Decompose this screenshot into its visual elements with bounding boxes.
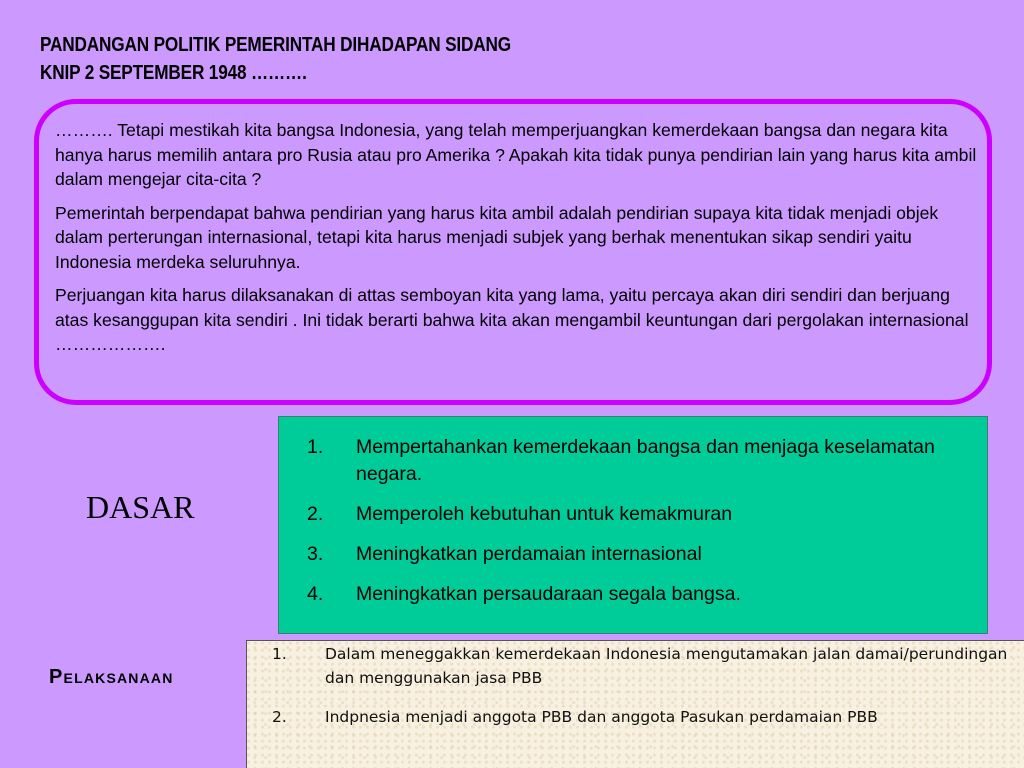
- pelaksanaan-item-text: Dalam meneggakkan kemerdekaan Indonesia mengutamakan jalan damai/perundingan dan menggunakan jasa PBB: [325, 645, 1008, 687]
- quote-paragraph-2: Pemerintah berpendapat bahwa pendirian yang harus kita ambil adalah pendirian supaya kita tidak menjadi objek dalam perterungan internasional, tetapi kita harus menjadi subjek yang berhak menentukan sikap sendiri yaitu Indonesia merdeka seluruhnya.: [55, 202, 939, 272]
- pelaksanaan-item: [272, 642, 1017, 690]
- slide-title-line-2: KNIP 2 SEPTEMBER 1948 ……….: [40, 62, 307, 84]
- dasar-item: [307, 501, 977, 528]
- dasar-item: [307, 541, 977, 568]
- pelaksanaan-item-number: 2.: [272, 708, 287, 726]
- quote-paragraph-3: Perjuangan kita harus dilaksanakan di attas semboyan kita yang lama, yaitu percaya akan diri sendiri dan berjuang atas kesanggupan kita sendiri . Ini tidak berarti bahwa kita akan mengambil keuntungan dari pergolakan internasional ……………….: [55, 285, 969, 354]
- pelaksanaan-list: [272, 642, 1017, 744]
- dasar-label: DASAR: [86, 489, 195, 525]
- dasar-item: [307, 581, 977, 608]
- slide-title: [40, 31, 590, 87]
- dasar-item-number: 1.: [307, 436, 324, 458]
- pelaksanaan-item-number: 1.: [272, 645, 287, 663]
- dasar-list: [307, 434, 977, 621]
- dasar-item-text: Meningkatkan perdamaian internasional: [356, 543, 702, 565]
- dasar-item-number: 2.: [307, 503, 324, 525]
- dasar-item-text: Memperoleh kebutuhan untuk kemakmuran: [356, 503, 733, 525]
- pelaksanaan-item-text: Indpnesia menjadi anggota PBB dan anggota Pasukan perdamaian PBB: [325, 708, 878, 726]
- pelaksanaan-box: [246, 640, 1024, 768]
- slide-title-line-1: PANDANGAN POLITIK PEMERINTAH DIHADAPAN SIDANG: [40, 34, 511, 56]
- dasar-item-number: 4.: [307, 583, 324, 605]
- dasar-item-text: Meningkatkan persaudaraan segala bangsa.: [356, 583, 741, 605]
- dasar-box: [278, 416, 988, 634]
- dasar-item-number: 3.: [307, 543, 324, 565]
- pelaksanaan-label: Pelaksanaan: [49, 666, 174, 688]
- quote-paragraph-1: ………. Tetapi mestikah kita bangsa Indonesia, yang telah memperjuangkan kemerdekaan bangsa dan negara kita hanya harus memilih antara pro Rusia atau pro Amerika ? Apakah kita tidak punya pendirian lain yang harus kita ambil dalam mengejar cita-cita ?: [55, 120, 977, 189]
- dasar-item: [307, 434, 977, 488]
- pelaksanaan-item: [272, 705, 1017, 729]
- quote-text: [55, 118, 985, 366]
- dasar-item-text: Mempertahankan kemerdekaan bangsa dan menjaga keselamatan negara.: [356, 436, 935, 485]
